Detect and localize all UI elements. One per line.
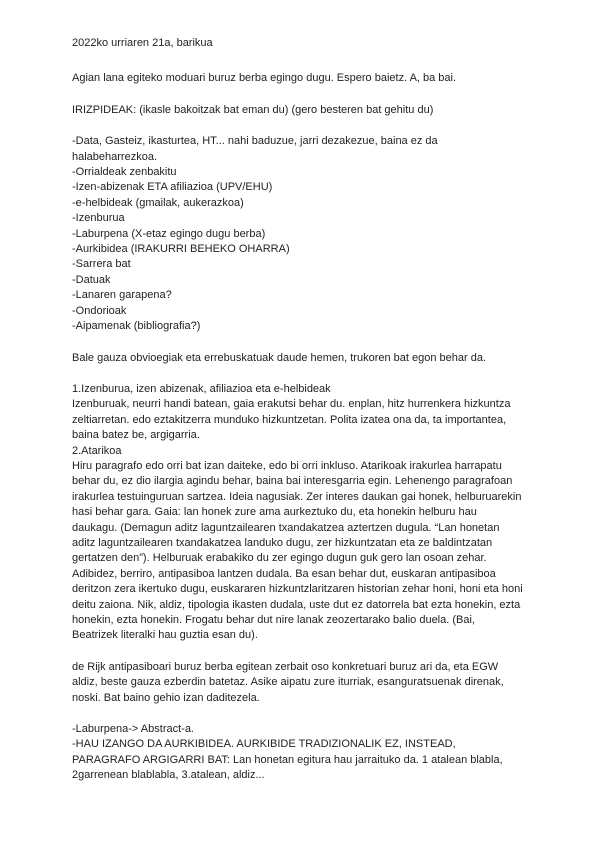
section-heading-atarikoa: 2.Atarikoa	[72, 444, 122, 457]
list-item: -e-helbideak (gmailak, aukerazkoa)	[72, 196, 244, 209]
paragraph-line: deritzon zera ikertuko dugu, euskararen hizkuntzlaritzaren historian zehar honi, honi eta honi	[72, 583, 523, 596]
paragraph-line: -Laburpena-> Abstract-a.	[72, 723, 194, 736]
paragraph-line: aldiz, beste gauza ezberdin batetaz. Asike aipatu zure iturriak, esanguratsuenak direnak,	[72, 676, 504, 689]
list-item: -Aurkibidea (IRAKURRI BEHEKO OHARRA)	[72, 243, 290, 256]
paragraph-line: Izenburuak, neurri handi batean, gaia erakutsi behar du. enplan, hitz hurrenkera hizkuntza	[72, 398, 511, 411]
paragraph-line: PARAGRAFO ARGIGARRI BAT: Lan honetan egitura hau jarraituko da. 1 atalean blabla,	[72, 753, 503, 766]
list-item: -Datuak	[72, 273, 111, 286]
document-date: 2022ko urriaren 21a, barikua	[72, 37, 213, 49]
criteria-list	[72, 134, 552, 334]
paragraph-line: Hiru paragrafo edo orri bat izan daiteke, edo bi orri inkluso. Atarikoak irakurlea harrapatu	[72, 459, 502, 472]
paragraph-line: zeltiarretan. edo eztakitzerra munduko hizkuntzetan. Polita izatea ona da, ta importantea,	[72, 413, 507, 426]
paragraph-line: daukagu. (Demagun aditz laguntzailearen txandakatzea aztertzen dugula. “Lan honetan	[72, 521, 500, 534]
paragraph-line: 2garrenean blablabla, 3.atalean, aldiz...	[72, 769, 265, 782]
paragraph-line: honekin, ezta honekin. Frogatu behar dut nire lanak zeozertarako balio duela. (Bai,	[72, 614, 475, 626]
paragraph-line: irakurlea testuinguruan sartzea. Ideia nagusiak. Zer interes daukan gai honek, helburuarekin	[72, 490, 522, 503]
paragraph-line: gertatzen den”). Helburuak erabakiko du zer egingo dugun guk gero lan osoan zehar.	[72, 552, 487, 565]
section-title-and-intro	[72, 382, 552, 644]
paragraph-line: aditz laguntzailearen txandakatzea landuko dugu, zer hizkuntzatan eta ze baldintzatan	[72, 536, 493, 549]
abstract-section	[72, 722, 552, 784]
derijk-paragraph	[72, 660, 552, 706]
section-heading-title: 1.Izenburua, izen abizenak, afiliazioa eta e-helbideak	[72, 382, 331, 395]
paragraph-line: noski. Bat baino gehio izan daditezela.	[72, 691, 260, 704]
list-item: -Aipamenak (bibliografia?)	[72, 320, 201, 333]
obvious-note: Bale gauza obvioegiak eta errebuskatuak daude hemen, trukoren bat egon behar da.	[72, 351, 487, 364]
paragraph-line: baina batez be, argigarria.	[72, 429, 200, 442]
paragraph-line: deitu zaiona. Nik, aldiz, tipologia ikasten dudala, uste dut ez datorrela bat ezta honekin, ezta	[72, 598, 521, 611]
paragraph-line: behar du, ez dio ilargia agindu behar, baina bai interesgarria egin. Lehenengo paragrafoan	[72, 475, 513, 488]
list-item: -Izen-abizenak ETA afiliazioa (UPV/EHU)	[72, 181, 273, 194]
list-item: -Ondorioak	[72, 304, 127, 317]
list-item: -Data, Gasteiz, ikasturtea, HT... nahi baduzue, jarri dezakezue, baina ez da	[72, 135, 438, 148]
list-item: -Orrialdeak zenbakitu	[72, 166, 177, 179]
intro-paragraph: Agian lana egiteko moduari buruz berba egingo dugu. Espero baietz. A, ba bai.	[72, 72, 457, 85]
paragraph-line: Beatrizek literalki hau guztia esan du).	[72, 629, 258, 642]
list-item: halabeharrezkoa.	[72, 150, 158, 163]
document-page	[72, 36, 552, 784]
list-item: -Laburpena (X-etaz egingo dugu berba)	[72, 227, 266, 240]
list-item: -Izenburua	[72, 212, 125, 225]
paragraph-line: -HAU IZANGO DA AURKIBIDEA. AURKIBIDE TRADIZIONALIK EZ, INSTEAD,	[72, 738, 456, 751]
paragraph-line: Adibidez, berriro, antipasiboa lantzen dudala. Ba esan behar dut, euskaran antipasiboa	[72, 567, 496, 580]
paragraph-line: hasi behar gara. Gaia: lan honek zure ama aurkeztuko du, eta honekin helburu hau	[72, 506, 477, 519]
list-item: -Sarrera bat	[72, 258, 131, 271]
criteria-header: IRIZPIDEAK: (ikasle bakoitzak bat eman du) (gero besteren bat gehitu du)	[72, 103, 434, 116]
list-item: -Lanaren garapena?	[72, 289, 172, 302]
paragraph-line: de Rijk antipasiboari buruz berba egitean zerbait oso konkretuari buruz ari da, eta EGW	[72, 660, 499, 673]
